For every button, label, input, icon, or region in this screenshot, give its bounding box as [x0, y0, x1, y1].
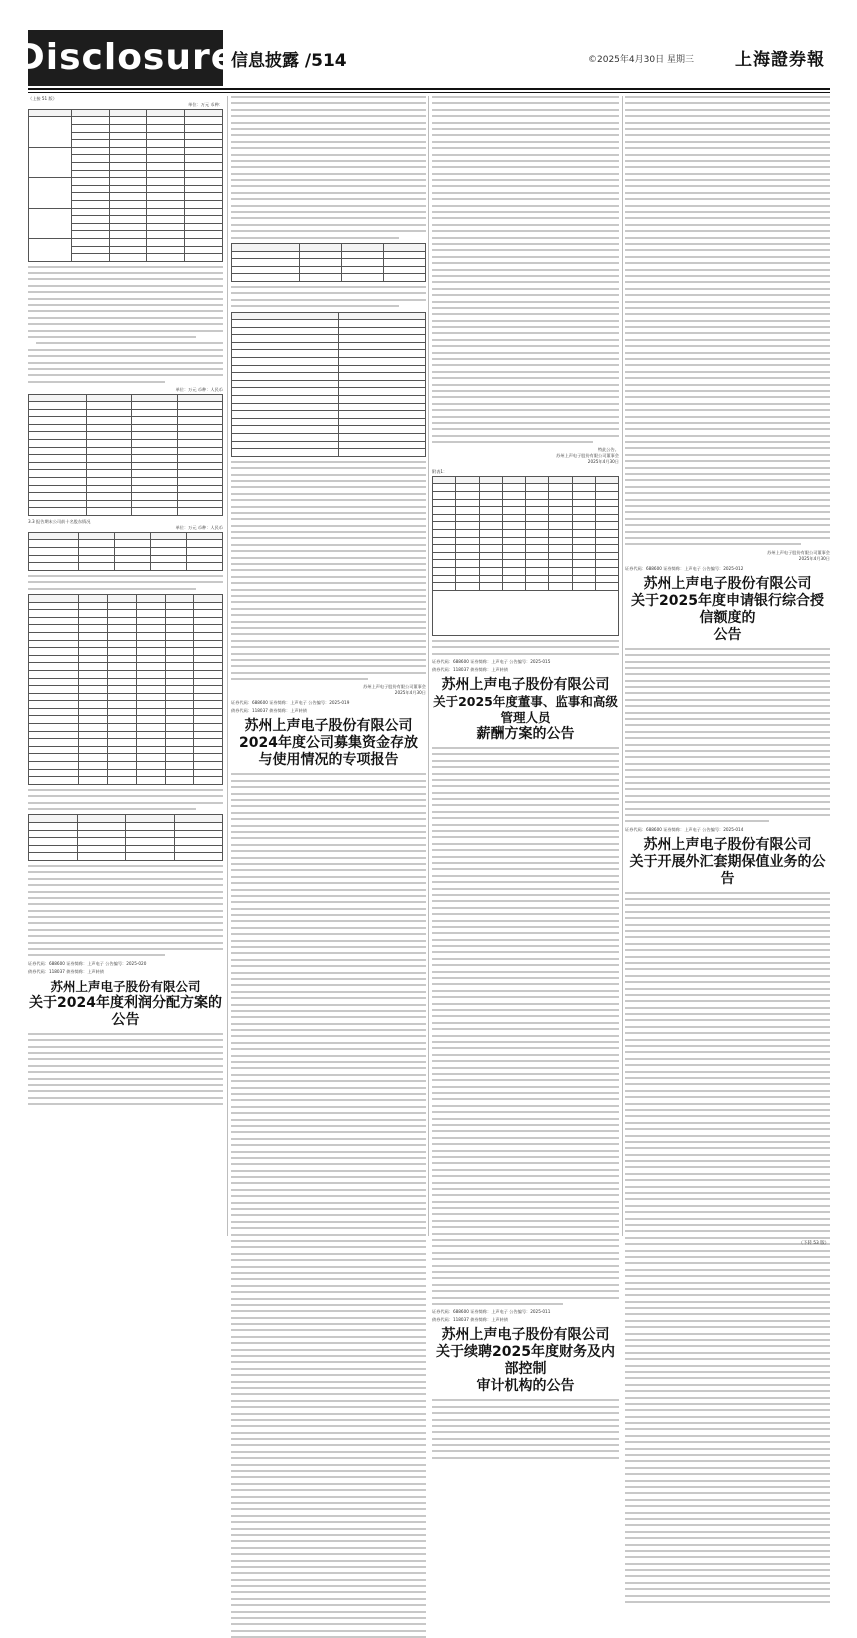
- title-line: 2024年度公司募集资金存放: [239, 735, 418, 752]
- body-text: [231, 286, 426, 307]
- security-code-line: 证券代码：688600 证券简称：上声电子 公告编号：2025-015: [432, 658, 551, 664]
- unit-label: 单位：万元 币种：人民币: [175, 525, 223, 531]
- title-line: 薪酬方案的公告: [476, 725, 575, 742]
- masthead: [0, 0, 857, 90]
- bond-code-line: 债券代码：118037 债券简称：上声转债: [231, 708, 307, 714]
- body-text: [231, 96, 426, 239]
- announcement-title: [432, 677, 619, 743]
- fund-balance-table: [231, 243, 426, 282]
- body-text: [432, 1399, 619, 1459]
- body-text: [28, 789, 223, 810]
- signature-block: 特此公告。 苏州上声电子股份有限公司董事会 2025年4月30日: [556, 447, 619, 465]
- security-code-line: 证券代码：688600 证券简称：上声电子 公告编号：2025-020: [28, 960, 147, 966]
- announcement-title: [432, 1327, 619, 1395]
- announcement-title: [28, 979, 223, 1029]
- title-line: 苏州上声电子股份有限公司: [244, 718, 413, 735]
- section-title: 信息披露 /514: [231, 51, 347, 71]
- masthead-rule: [28, 88, 830, 90]
- attachment-label: 附表1：: [432, 469, 448, 475]
- brand-word: Disclosure: [14, 37, 237, 78]
- financial-table-1: [28, 109, 223, 262]
- bond-code-line: 债券代码：118037 债券简称：上声转债: [28, 968, 104, 974]
- announcement-title: [231, 718, 426, 769]
- title-line: 关于2025年度申请银行综合授信额度的: [631, 592, 824, 626]
- title-line: 苏州上声电子股份有限公司: [50, 978, 201, 994]
- brand-logo: [14, 30, 237, 86]
- financial-table-2: [28, 394, 223, 517]
- body-text: [625, 648, 830, 823]
- fund-usage-table: [231, 312, 426, 457]
- signature-block: 苏州上声电子股份有限公司董事会 2025年4月30日: [363, 684, 426, 696]
- title-line: 与使用情况的专项报告: [258, 752, 399, 769]
- body-text: [625, 96, 830, 545]
- column-divider: [428, 96, 429, 1236]
- shareholder-table: [28, 532, 223, 571]
- bond-table: [28, 814, 223, 861]
- signature-block: 苏州上声电子股份有限公司董事会 2025年4月30日: [767, 549, 830, 561]
- title-line: 关于2025年度董事、监事和高级管理人员: [433, 693, 618, 725]
- masthead-rule-thin: [28, 92, 830, 93]
- bond-code-line: 债券代码：118037 债券简称：上声转债: [432, 666, 508, 672]
- body-text: [625, 892, 830, 1603]
- bond-code-line: 债券代码：118037 债券简称：上声转债: [432, 1317, 508, 1323]
- column-3: [432, 96, 619, 1395]
- title-line: 苏州上声电子股份有限公司: [441, 1327, 610, 1344]
- column-4: [625, 96, 830, 1236]
- announcement-title: [625, 837, 830, 888]
- title-line: 苏州上声电子股份有限公司: [441, 676, 610, 693]
- title-line: 关于续聘2025年度财务及内部控制: [436, 1344, 615, 1378]
- title-line: 苏州上声电子股份有限公司: [643, 836, 812, 853]
- body-text: [231, 773, 426, 1638]
- title-line: 审计机构的公告: [476, 1378, 575, 1395]
- body-text: [432, 640, 619, 655]
- body-text: [432, 96, 619, 443]
- issue-date: ©2025年4月30日 星期三: [588, 55, 694, 65]
- security-code-line: 证券代码：688600 证券简称：上声电子 公告编号：2025-011: [432, 1309, 551, 1315]
- security-code-line: 证券代码：688600 证券简称：上声电子 公告编号：2025-012: [625, 565, 744, 571]
- body-text: [432, 747, 619, 1305]
- body-text: [28, 865, 223, 956]
- body-text: [231, 461, 426, 680]
- sub-heading: 3.3 报告期末公司前十名股东情况: [28, 519, 91, 525]
- body-text: [28, 266, 223, 383]
- security-code-line: 证券代码：688600 证券简称：上声电子 公告编号：2025-019: [231, 700, 350, 706]
- title-line: 公告: [713, 626, 742, 643]
- title-line: 关于开展外汇套期保值业务的公告: [629, 853, 826, 887]
- announcement-title: [625, 576, 830, 644]
- body-text: [28, 575, 223, 590]
- title-line: 关于2024年度利润分配方案的公告: [29, 994, 222, 1028]
- column-divider: [622, 96, 623, 1236]
- continuation-label: （上接 51 版）: [28, 96, 57, 101]
- body-text: [28, 1033, 223, 1105]
- continuation-footer: （下转 53 版）: [798, 1241, 829, 1246]
- column-1: [28, 96, 223, 1236]
- shareholder-detail-table: [28, 594, 223, 785]
- column-2: [231, 96, 426, 1236]
- fund-usage-comparison-table: [432, 476, 619, 636]
- title-line: 苏州上声电子股份有限公司: [643, 575, 812, 592]
- security-code-line: 证券代码：688600 证券简称：上声电子 公告编号：2025-014: [625, 826, 744, 832]
- column-divider: [227, 96, 228, 1236]
- unit-label: 单位：万元 币种：: [188, 102, 223, 108]
- newspaper-name: 上海證券報: [735, 50, 825, 70]
- unit-label: 单位：万元 币种：人民币: [175, 387, 223, 393]
